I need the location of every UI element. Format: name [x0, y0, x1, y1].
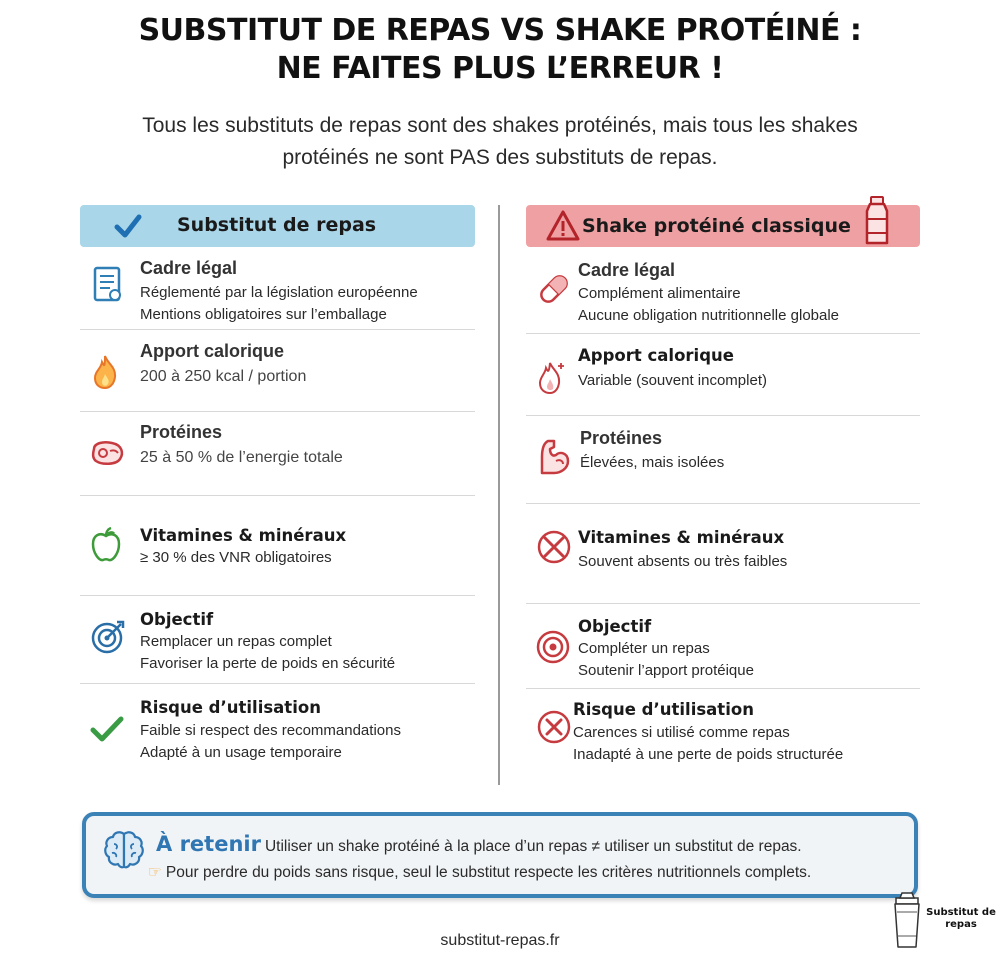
right-column-title: Shake protéiné classique [582, 215, 851, 237]
row-separator [526, 333, 920, 334]
cross-circle-icon [536, 709, 572, 750]
capsule-icon [536, 271, 572, 312]
subtitle-line-1: Tous les substituts de repas sont des shakes protéinés, mais tous les shakes [142, 114, 858, 137]
row-title: Vitamines & minéraux [140, 526, 347, 545]
row-title: Vitamines & minéraux [578, 528, 785, 547]
target-icon [90, 619, 126, 660]
document-icon [90, 265, 124, 308]
row-separator [80, 495, 475, 496]
checkmark-icon [114, 213, 142, 244]
retain-text-1: Utiliser un shake protéiné à la place d’un repas ≠ utiliser un substitut de repas. [264, 838, 802, 855]
row-line: Mentions obligatoires sur l’emballage [140, 306, 387, 323]
row-title: Apport calorique [140, 341, 285, 361]
warning-icon [546, 210, 580, 247]
row-separator [526, 503, 920, 504]
steak-icon [90, 439, 126, 472]
row-separator [526, 415, 920, 416]
row-title: Apport calorique [578, 346, 734, 365]
row-title: Cadre légal [578, 260, 676, 280]
row-line: Carences si utilisé comme repas [573, 724, 790, 741]
row-line: Compléter un repas [578, 640, 710, 657]
row-line: Élevées, mais isolées [580, 454, 725, 471]
retain-line-2 [148, 863, 811, 882]
left-column [80, 205, 475, 761]
footer-url[interactable]: substitut-repas.fr [440, 932, 560, 949]
row-line: Faible si respect des recommandations [140, 722, 401, 739]
shaker-icon [890, 890, 924, 955]
logo-line-2: repas [945, 919, 977, 930]
apple-icon [90, 527, 122, 568]
logo-text [925, 907, 997, 931]
subtitle-line-2: protéinés ne sont PAS des substituts de repas. [282, 146, 718, 169]
row-line: Aucune obligation nutritionnelle globale [578, 307, 840, 324]
brand-logo [890, 890, 1000, 950]
row-line: Variable (souvent incomplet) [578, 372, 767, 389]
row-line: ≥ 30 % des VNR obligatoires [140, 549, 332, 566]
retain-line-1 [156, 832, 802, 856]
row-line: Inadapté à une perte de poids structurée [573, 746, 844, 763]
row-title: Objectif [578, 617, 652, 636]
target-icon [536, 630, 570, 669]
logo-line-1: Substitut de [926, 907, 996, 918]
title-line-1: SUBSTITUT DE REPAS VS SHAKE PROTÉINÉ : [138, 13, 862, 48]
row-title: Protéines [140, 422, 223, 442]
row-separator [80, 329, 475, 330]
retain-label: À retenir [156, 832, 261, 856]
row-title: Risque d’utilisation [573, 700, 754, 719]
flame-icon [536, 359, 568, 400]
row-line: Réglementé par la législation européenne [140, 284, 418, 301]
row-separator [80, 595, 475, 596]
row-separator [526, 688, 920, 689]
row-line: Favoriser la perte de poids en sécurité [140, 655, 396, 672]
row-line: Adapté à un usage temporaire [140, 744, 342, 761]
pointing-hand-icon: ☞ [148, 864, 162, 881]
check-icon [90, 715, 124, 748]
row-title: Objectif [140, 610, 214, 629]
subtitle [0, 110, 1000, 174]
row-separator [80, 411, 475, 412]
retain-box [82, 812, 918, 898]
left-column-title: Substitut de repas [177, 214, 377, 236]
brain-icon [102, 828, 146, 877]
row-line: 200 à 250 kcal / portion [140, 368, 307, 385]
row-separator [80, 683, 475, 684]
row-separator [526, 603, 920, 604]
row-line: Remplacer un repas complet [140, 633, 332, 650]
cross-icon [536, 529, 572, 570]
retain-text-2: Pour perdre du poids sans risque, seul le substitut respecte les critères nutritionnels complets. [165, 864, 812, 881]
title-line-2: NE FAITES PLUS L’ERREUR ! [276, 51, 724, 86]
row-line: Soutenir l’apport protéique [578, 662, 754, 679]
muscle-icon [536, 437, 572, 482]
row-title: Cadre légal [140, 258, 238, 278]
row-title: Protéines [580, 428, 663, 448]
right-column [526, 205, 920, 763]
page-title [0, 12, 1000, 88]
row-line: Souvent absents ou très faibles [578, 553, 788, 570]
left-column-header [80, 205, 475, 247]
column-divider [498, 205, 500, 785]
row-line: Complément alimentaire [578, 285, 741, 302]
row-title: Risque d’utilisation [140, 698, 321, 717]
row-line: 25 à 50 % de l’energie totale [140, 449, 343, 466]
bottle-icon [862, 195, 892, 252]
right-column-header [526, 205, 920, 247]
flame-icon [90, 354, 120, 395]
